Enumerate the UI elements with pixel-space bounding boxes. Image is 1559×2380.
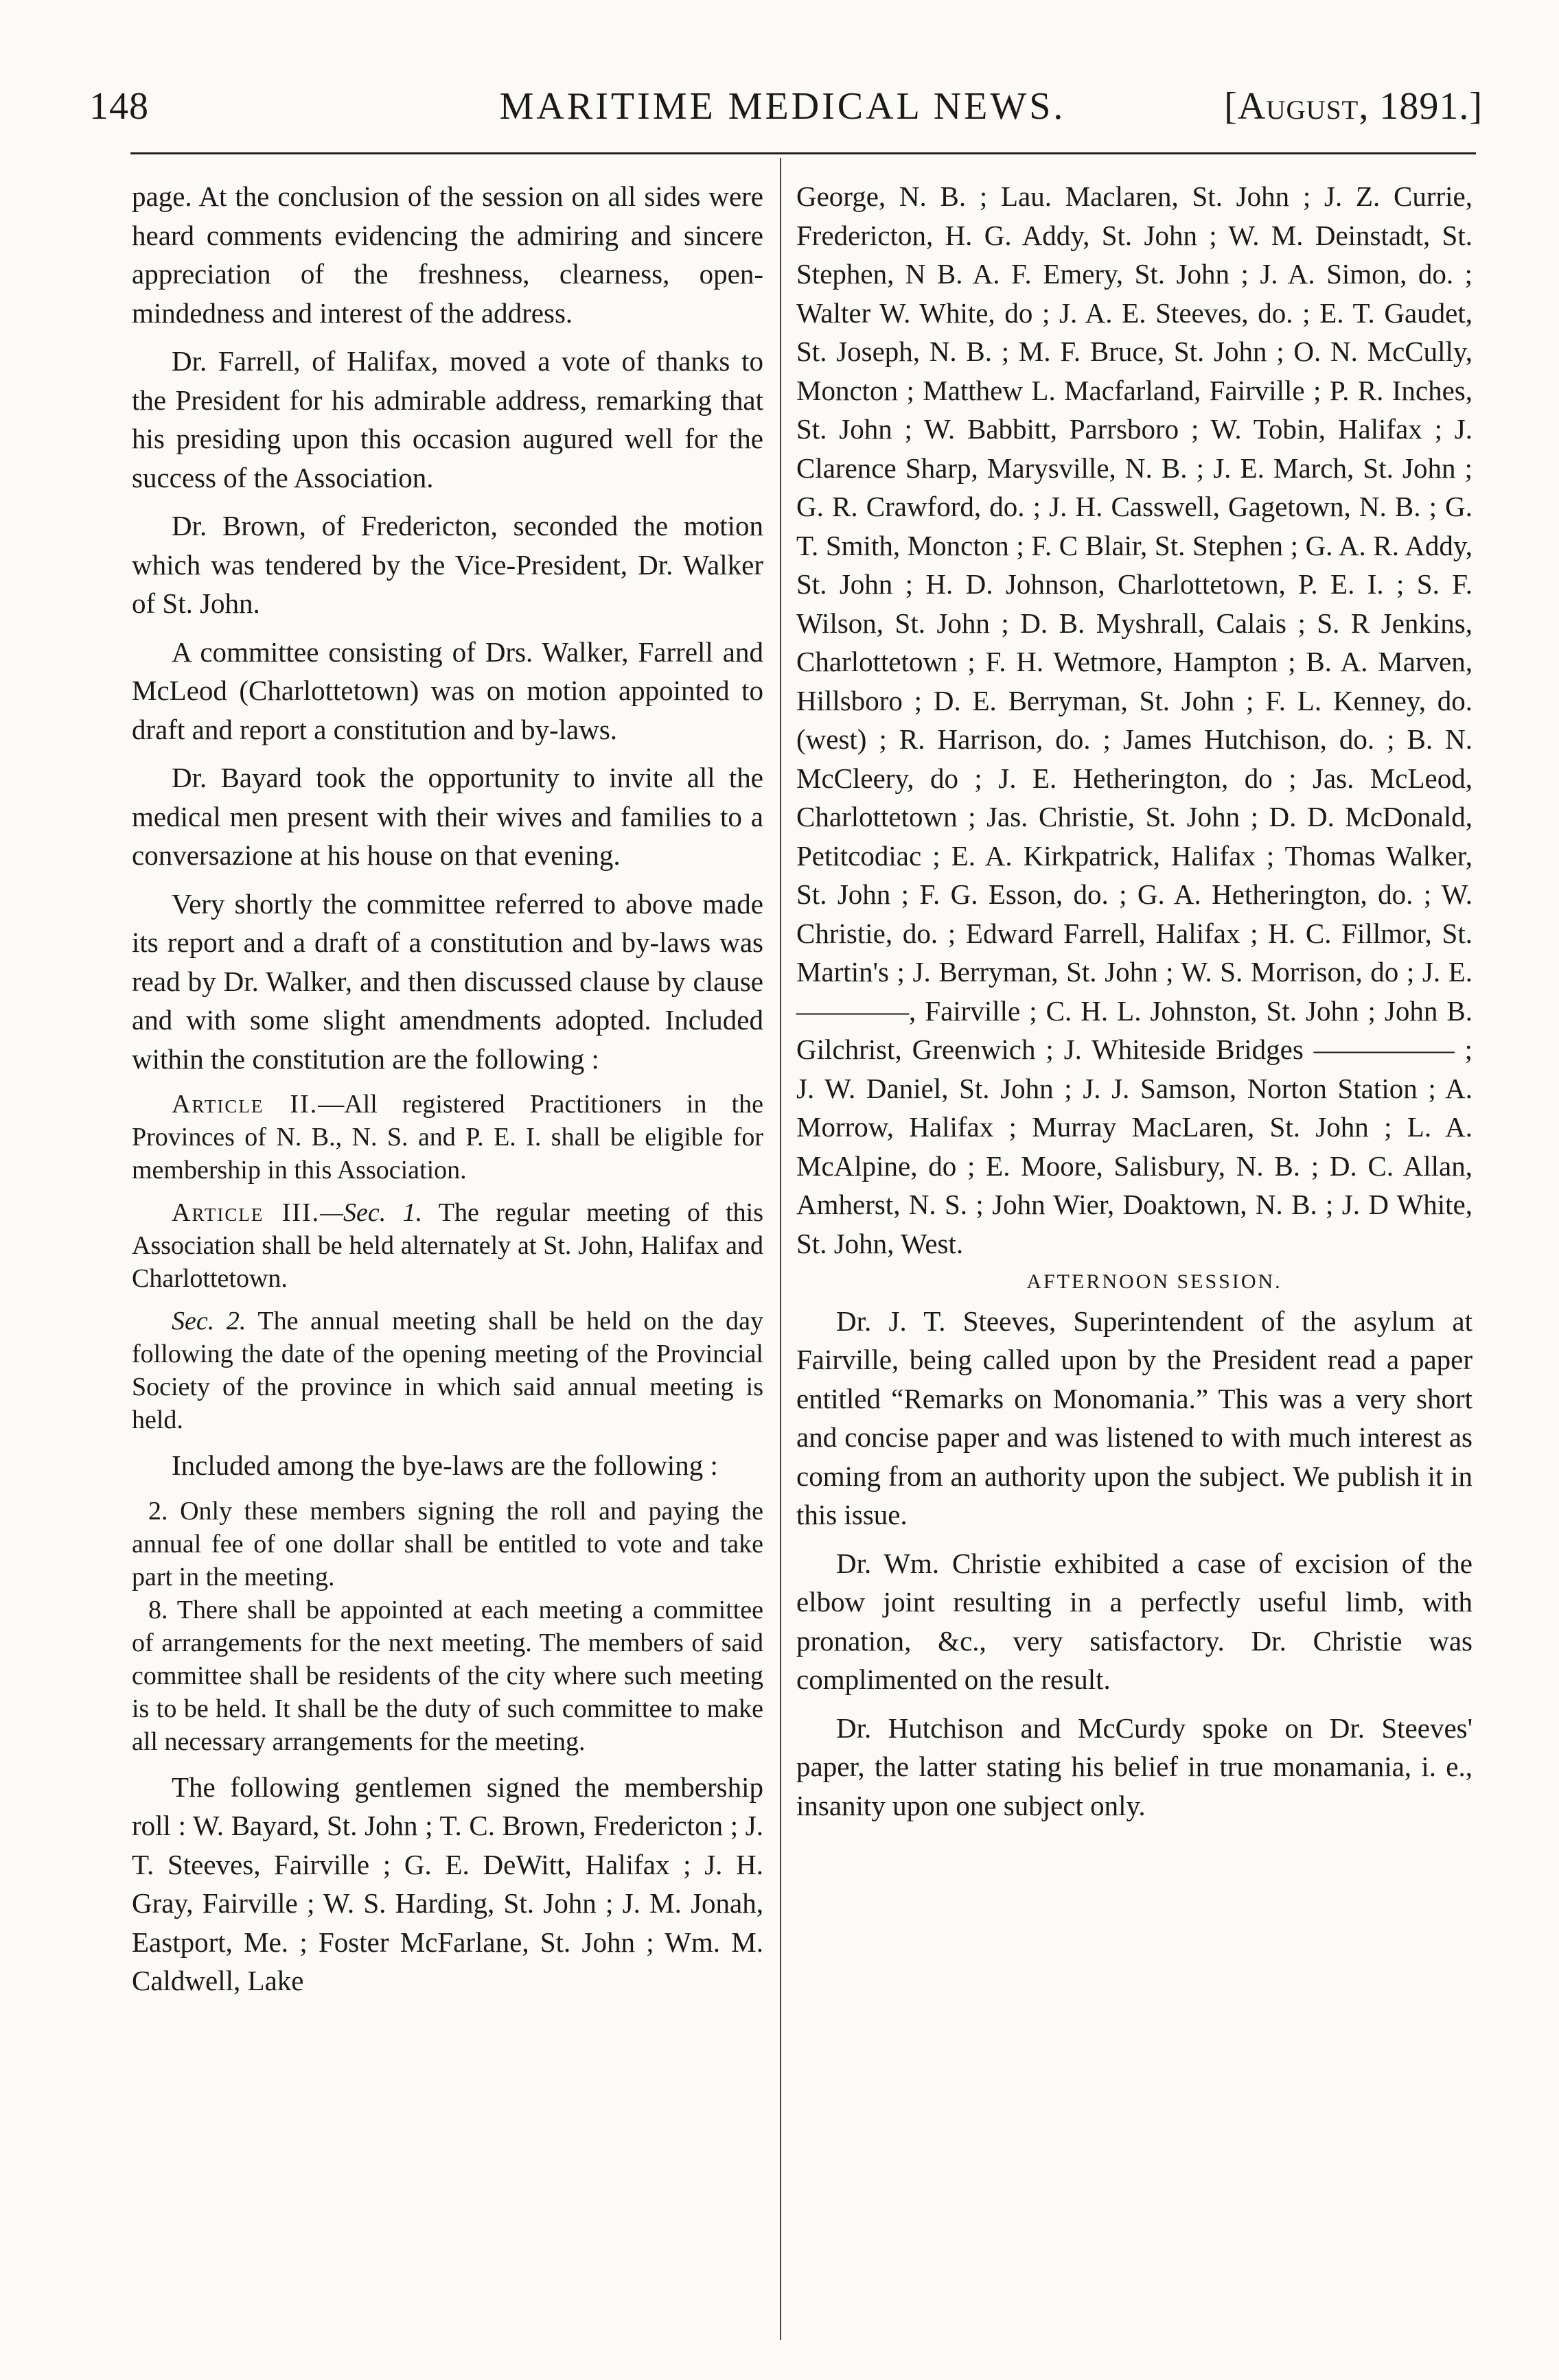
- page-header: [82, 82, 1483, 130]
- article-three: [132, 1196, 763, 1295]
- article-two-text: —All registered Practitioners in the Provinces of N. B., N. S. and P. E. I. shall be eligible for membership in this Association.: [132, 1090, 763, 1185]
- article-two-lead: Article II.: [172, 1090, 319, 1119]
- article-two: [132, 1088, 763, 1187]
- journal-title: MARITIME MEDICAL NEWS.: [499, 85, 1066, 128]
- paragraph: Dr. J. T. Steeves, Superintendent of the asylum at Fairville, being called upon by the President read a paper entitled “Remarks on Monomania.” This was a very short and concise paper and was listened to with much interest as coming from an authority upon the subject. We publish it in this issue.: [796, 1305, 1473, 1530]
- paragraph: Very shortly the committee referred to above made its report and a draft of a constitution and by-laws was read by Dr. Walker, and then discussed clause by clause and with some slight amendments adopted. Included within the constitution are the following :: [132, 887, 763, 1075]
- bylaw-two: 2. Only these members signing the roll and paying the annual fee of one dollar shall be entitled to vote and take part in the meeting.: [132, 1496, 763, 1591]
- section-two: [132, 1305, 763, 1436]
- membership-roll-continued: George, N. B. ; Lau. Maclaren, St. John ; J. Z. Currie, Fredericton, H. G. Addy, St. John ; W. M. Deinstadt, St. Stephen, N B. A. F. Emery, St. John ; J. A. Simon, do. ; Walter W. White, do ; J. A. E. Steeves, do. ; E. T. Gaudet, St. Joseph, N. B. ; M. F. Bruce, St. John ; O. N. McCully, Moncton ; Matthew L. Macfarland, Fairville ; P. R. Inches, St. John ; W. Babbitt, Parrsboro ; W. Tobin, Halifax ; J. Clarence Sharp, Marysville, N. B. ; J. E. March, St. John ; G. R. Crawford, do. ; J. H. Casswell, Gagetown, N. B. ; G. T. Smith, Moncton ; F. C Blair, St. Stephen ; G. A. R. Addy, St. John ; H. D. Johnson, Charlottetown, P. E. I. ; S. F. Wilson, St. John ; D. B. Myshrall, Calais ; S. R Jenkins, Charlottetown ; F. H. Wetmore, Hampton ; B. A. Marven, Hillsboro ; D. E. Berryman, St. John ; F. L. Kenney, do. (west) ; R. Harrison, do. ; James Hutchison, do. ; B. N. McCleery, do ; J. E. Hetherington, do ; Jas. McLeod, Charlottetown ; Jas. Christie, St. John ; D. D. McDonald, Petitcodiac ; E. A. Kirkpatrick, Halifax ; Thomas Walker, St. John ; F. G. Esson, do. ; G. A. Hetherington, do. ; W. Christie, do. ; Edward Farrell, Halifax ; H. C. Fillmor, St. Martin's ; J. Berryman, St. John ; W. S. Morrison, do ; J. E. ————, Fairville ; C. H. L. Johnston, St. John ; John B. Gilchrist, Greenwich ; J. Whiteside Bridges ————— ; J. W. Daniel, St. John ; J. J. Samson, Norton Station ; A. Morrow, Halifax ; Murray MacLaren, St. John ; L. A. McAlpine, do ; E. Moore, Salisbury, N. B. ; D. C. Allan, Amherst, N. S. ; John Wier, Doaktown, N. B. ; J. D White, St. John, West.: [796, 180, 1473, 1259]
- section-two-text: The annual meeting shall be held on the day following the date of the opening meeting of the Provincial Society of the province in which said annual meeting is held.: [132, 1307, 764, 1434]
- page-number: 148: [89, 85, 149, 128]
- article-three-sec: —Sec. 1.: [320, 1198, 423, 1227]
- paragraph: page. At the conclusion of the session on all sides were heard comments evidencing the admiring and sincere appreciation of the freshness, clearness, open-mindedness and interest of the address.: [132, 180, 763, 329]
- paragraph: Included among the bye-laws are the following :: [172, 1449, 718, 1481]
- section-heading: AFTERNOON SESSION.: [1026, 1270, 1282, 1293]
- issue-date: [August, 1891.]: [1224, 85, 1483, 128]
- right-column: [796, 177, 1473, 1825]
- column-divider: [780, 158, 781, 2340]
- paragraph: Dr. Brown, of Fredericton, seconded the motion which was tendered by the Vice-President, Dr. Walker of St. John.: [132, 510, 763, 619]
- article-three-lead: Article III.: [172, 1198, 321, 1227]
- bylaw-eight: 8. There shall be appointed at each meeting a committee of arrangements for the next meeting. The members of said committee shall be residents of the city where such meeting is to be held. It shall be the duty of such committee to make all necessary arrangements for the meeting.: [132, 1595, 763, 1756]
- header-rule: [130, 152, 1476, 154]
- section-two-lead: Sec. 2.: [172, 1307, 246, 1335]
- paragraph: Dr. Wm. Christie exhibited a case of excision of the elbow joint resulting in a perfectly useful limb, with pronation, &c., very satisfactory. Dr. Christie was complimented on the result.: [796, 1547, 1473, 1695]
- paragraph: Dr. Farrell, of Halifax, moved a vote of thanks to the President for his admirable address, remarking that his presiding upon this occasion augured well for the success of the Association.: [132, 345, 763, 493]
- membership-roll: The following gentlemen signed the membership roll : W. Bayard, St. John ; T. C. Brown, Fredericton ; J. T. Steeves, Fairville ; G. E. DeWitt, Halifax ; J. H. Gray, Fairville ; W. S. Harding, St. John ; J. M. Jonah, Eastport, Me. ; Foster McFarlane, St. John ; Wm. M. Caldwell, Lake: [132, 1771, 763, 1996]
- paragraph: Dr. Hutchison and McCurdy spoke on Dr. Steeves' paper, the latter stating his belief in true monamania, i. e., insanity upon one subject only.: [796, 1712, 1473, 1821]
- paragraph: A committee consisting of Drs. Walker, Farrell and McLeod (Charlottetown) was on motion appointed to draft and report a constitution and by-laws.: [132, 635, 763, 745]
- paragraph: Dr. Bayard took the opportunity to invite all the medical men present with their wives and families to a conversazione at his house on that evening.: [132, 762, 763, 871]
- left-column: [132, 177, 763, 2000]
- article-three-text: The regular meeting of this Association shall be held alternately at St. John, Halifax and Charlottetown.: [132, 1198, 763, 1293]
